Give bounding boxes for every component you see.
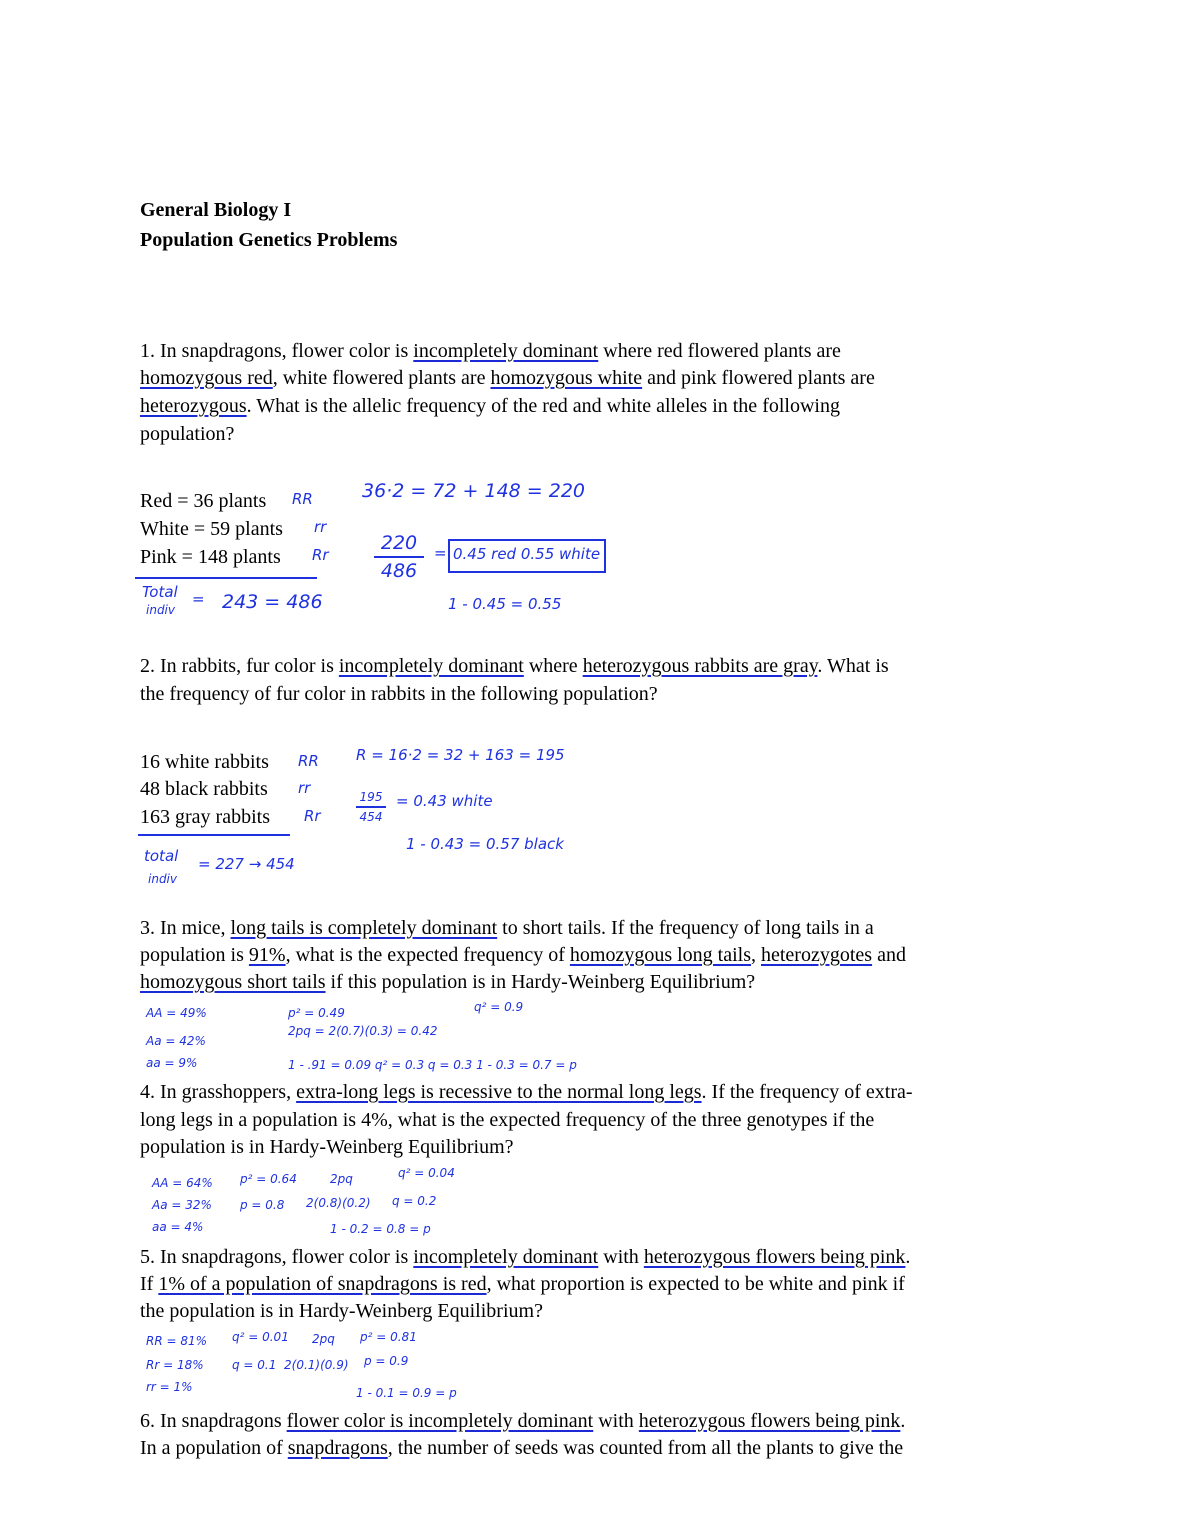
q5-note-q: q = 0.1 <box>232 1358 277 1372</box>
q2-data-gray: 163 gray rabbits <box>140 806 270 828</box>
q3-note-bb: aa = 9% <box>146 1056 198 1070</box>
q3-note-q2: q² = 0.9 <box>474 1000 524 1014</box>
q5-note-rr: RR = 81% <box>146 1334 208 1348</box>
q1-line-1: 1. In snapdragons, flower color is incompletely dominant where red flowered plants are <box>140 340 841 362</box>
q3-note-p2: p² = 0.49 <box>288 1006 345 1020</box>
q1-note-rr-pink: Rr <box>312 546 329 564</box>
q3-line-1: 3. In mice, long tails is completely dominant to short tails. If the frequency of long tails in a <box>140 917 874 939</box>
q5-note-solve: 1 - 0.1 = 0.9 = p <box>356 1386 457 1400</box>
q1-note-boxed-answer: 0.45 red 0.55 white <box>453 545 601 563</box>
q2-note-total-sub: indiv <box>148 872 177 886</box>
q2-note-fraction-result: = 0.43 white <box>396 792 493 810</box>
q1-note-white-calc: 1 - 0.45 = 0.55 <box>448 595 562 613</box>
q2-data-black: 48 black rabbits <box>140 778 268 800</box>
q2-note-fraction: 195 454 <box>356 790 386 824</box>
q2-note-total-label: total <box>144 847 179 865</box>
q3-line-3: homozygous short tails if this population is in Hardy-Weinberg Equilibrium? <box>140 971 756 993</box>
q2-sum-line <box>138 834 290 836</box>
q4-note-solve: 1 - 0.2 = 0.8 = p <box>330 1222 431 1236</box>
q6-line-1: 6. In snapdragons flower color is incompletely dominant with heterozygous flowers being pink. <box>140 1410 906 1432</box>
q2-note-black-calc: 1 - 0.43 = 0.57 black <box>406 835 564 853</box>
q4-note-p: p = 0.8 <box>240 1198 285 1212</box>
q4-note-2pq-calc: 2(0.8)(0.2) <box>306 1196 371 1210</box>
q4-line-1: 4. In grasshoppers, extra-long legs is recessive to the normal long legs. If the frequency of extra- <box>140 1081 913 1103</box>
q1-note-fraction: 220 486 <box>374 532 424 582</box>
q3-note-solve: 1 - .91 = 0.09 q² = 0.3 q = 0.3 1 - 0.3 = 0.7 = p <box>288 1058 577 1072</box>
q2-note-total-calc: = 227 → 454 <box>198 855 295 873</box>
q4-note-bb: aa = 4% <box>152 1220 204 1234</box>
q5-note-p: p = 0.9 <box>364 1354 409 1368</box>
q5-note-2pq-calc: 2(0.1)(0.9) <box>284 1358 349 1372</box>
q1-note-calc: 36·2 = 72 + 148 = 220 <box>362 480 586 502</box>
q1-line-2: homozygous red, white flowered plants are homozygous white and pink flowered plants are <box>140 367 875 389</box>
q2-note-rr-gray: Rr <box>304 807 321 825</box>
q1-note-total-sub: indiv <box>146 603 175 617</box>
q5-note-2pq: 2pq <box>312 1332 335 1346</box>
q2-data-white: 16 white rabbits <box>140 751 269 773</box>
q4-note-ab: Aa = 32% <box>152 1198 212 1212</box>
q1-data-white: White = 59 plants <box>140 518 283 540</box>
q2-line-1: 2. In rabbits, fur color is incompletely dominant where heterozygous rabbits are gray. What is <box>140 655 889 677</box>
q1-note-rr-white: rr <box>314 518 327 536</box>
q5-note-q2: q² = 0.01 <box>232 1330 289 1344</box>
q1-line-4: population? <box>140 423 235 445</box>
q4-line-3: population is in Hardy-Weinberg Equilibrium? <box>140 1136 514 1158</box>
q4-line-2: long legs in a population is 4%, what is the expected frequency of the three genotypes if the <box>140 1109 875 1131</box>
q2-note-rr-white: RR <box>298 752 319 770</box>
course-title: General Biology I <box>140 199 292 221</box>
q1-note-rr-red: RR <box>292 490 313 508</box>
q5-note-rh: Rr = 18% <box>146 1358 204 1372</box>
q1-data-red: Red = 36 plants <box>140 490 267 512</box>
q5-note-rw: rr = 1% <box>146 1380 193 1394</box>
q3-note-ab: Aa = 42% <box>146 1034 206 1048</box>
q5-line-2: If 1% of a population of snapdragons is red, what proportion is expected to be white and pink if <box>140 1273 905 1295</box>
q4-note-2pq: 2pq <box>330 1172 353 1186</box>
q4-note-q2: q² = 0.04 <box>398 1166 455 1180</box>
q4-note-p2: p² = 0.64 <box>240 1172 297 1186</box>
q4-note-aa: AA = 64% <box>152 1176 213 1190</box>
q5-line-3: the population is in Hardy-Weinberg Equilibrium? <box>140 1300 543 1322</box>
q4-note-q: q = 0.2 <box>392 1194 437 1208</box>
q3-line-2: population is 91%, what is the expected frequency of homozygous long tails, heterozygotes and <box>140 944 906 966</box>
q5-line-1: 5. In snapdragons, flower color is incompletely dominant with heterozygous flowers being pink. <box>140 1246 911 1268</box>
document-page: General Biology I Population Genetics Problems 1. In snapdragons, flower color is incompletely dominant where red flowered plants are homozygous red, white flowered plants are homozygous white and pink flowered plants are heterozygous. What is the allelic frequency of the red and white alleles in the following population? Red = 36 plants White = 59 plants Pink = 148 plants RR rr Rr 36·2 = 72 + 148 = 220 220 486 = 0.45 red 0.55 white Total indiv = 243 = 486 1 - 0.45 = 0.55 2. In rabbits, fur color is incompletely dominant where heterozygous rabbits are gray. What is the frequency of fur color in rabbits in the following population? 16 white rabbits 48 black rabbits 163 gray rabbits RR rr Rr R = 16·2 = 32 + 163 = 195 195 454 = 0.43 white 1 - 0.43 = 0.57 black total indiv = 227 → 454 3. In mice, long tails is completely dominant to short tails. If the frequency of long tails in a population is 91%, what is the expected frequency of homozygous long tails, heterozygotes and homozygous short tails if this population is in Hardy-Weinberg Equilibrium? AA = 49% Aa = 42% aa = 9% p² = 0.49 2pq = 2(0.7)(0.3) = 0.42 1 - .91 = 0.09 q² = 0.3 q = 0.3 1 - 0.3 = 0.7 = p q² = 0.9 4. In grasshoppers, extra-long legs is recessive to the normal long legs. If the frequency of extra- long legs in a population is 4%, what is the expected frequency of the three genotypes if the population is in Hardy-Weinberg Equilibrium? AA = 64% Aa = 32% aa = 4% p² = 0.64 p = 0.8 2pq 2(0.8)(0.2) q² = 0.04 q = 0.2 1 - 0.2 = 0.8 = p 5. In snapdragons, flower color is incompletely dominant with heterozygous flowers being pink. If 1% of a population of snapdragons is red, what proportion is expected to be white and pink if the population is in Hardy-Weinberg Equilibrium? RR = 81% Rr = 18% rr = 1% q² = 0.01 q = 0.1 2pq 2(0.1)(0.9) p² = 0.81 p = 0.9 1 - 0.1 = 0.9 = p 6. In snapdragons flower color is incompletely dominant with heterozygous flowers being pink. In a population of snapdragons, the number of seeds was counted from all the plants to give the <box>0 0 1200 1530</box>
q1-data-pink: Pink = 148 plants <box>140 546 281 568</box>
q1-sum-line <box>135 577 317 579</box>
q1-note-total-label: Total <box>142 583 178 601</box>
q3-note-2pq: 2pq = 2(0.7)(0.3) = 0.42 <box>288 1024 438 1038</box>
q2-note-rr-black: rr <box>298 779 311 797</box>
q6-line-2: In a population of snapdragons, the number of seeds was counted from all the plants to give the <box>140 1437 904 1459</box>
q2-note-calc: R = 16·2 = 32 + 163 = 195 <box>356 746 565 764</box>
q1-line-3: heterozygous. What is the allelic frequency of the red and white alleles in the following <box>140 395 840 417</box>
q5-note-p2: p² = 0.81 <box>360 1330 417 1344</box>
q1-note-total-calc: 243 = 486 <box>222 591 323 613</box>
q3-note-aa: AA = 49% <box>146 1006 207 1020</box>
q2-line-2: the frequency of fur color in rabbits in the following population? <box>140 683 658 705</box>
worksheet-title: Population Genetics Problems <box>140 229 398 251</box>
